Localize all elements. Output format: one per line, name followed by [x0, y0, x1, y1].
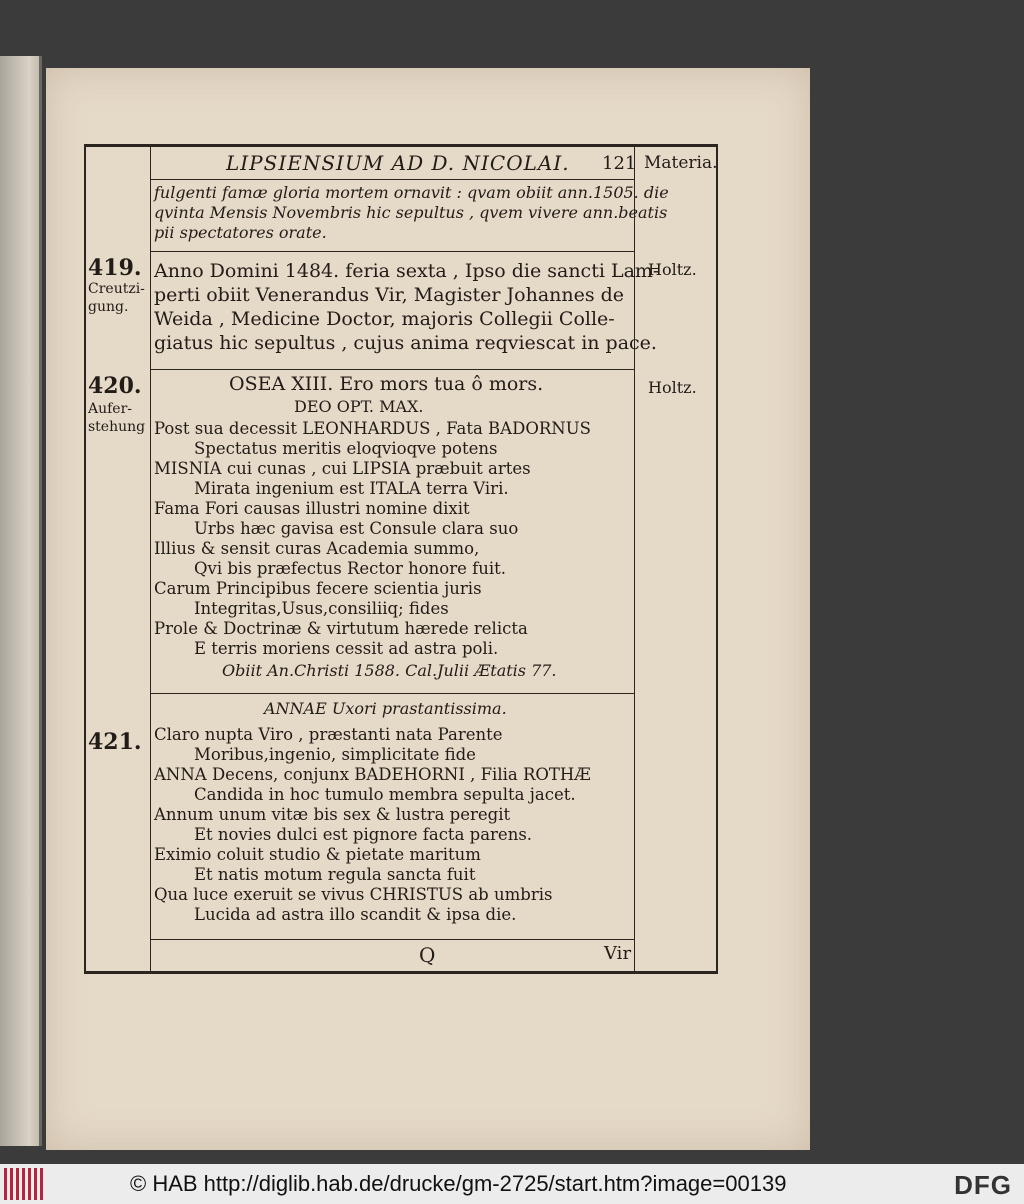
- dfg-logo: DFG: [954, 1170, 1012, 1200]
- e419-line-3: Weida , Medicine Doctor, majoris Collegii Colle-: [154, 308, 615, 330]
- e421-line-9: Qua luce exeruit se vivus CHRISTUS ab umbris: [154, 885, 553, 904]
- header-rule: [150, 179, 635, 180]
- subject-420-b: stehung: [88, 419, 146, 435]
- e420-title: OSEA XIII. Ero mors tua ô mors.: [229, 373, 544, 395]
- page-number: 121: [602, 153, 637, 174]
- signature-mark: Q: [419, 943, 436, 967]
- frame-rule-left: [84, 147, 86, 971]
- running-head: LIPSIENSIUM AD D. NICOLAI.: [226, 151, 570, 175]
- e420-line-10: Integritas,Usus,consiliiq; fides: [194, 599, 449, 618]
- e420-line-4: Mirata ingenium est ITALA terra Viri.: [194, 479, 509, 498]
- e421-line-7: Eximio coluit studio & pietate maritum: [154, 845, 481, 864]
- material-419: Holtz.: [648, 260, 697, 279]
- prev-line-2: qvinta Mensis Novembris hic sepultus , qvem vivere ann.beatis: [154, 203, 668, 222]
- e421-title: ANNAE Uxori prastantissima.: [264, 699, 507, 718]
- e420-line-12: E terris moriens cessit ad astra poli.: [194, 639, 499, 658]
- e420-closing: Obiit An.Christi 1588. Cal.Julii Ætatis 77.: [222, 661, 557, 680]
- e419-line-1: Anno Domini 1484. feria sexta , Ipso die sancti Lam-: [154, 260, 660, 282]
- e420-subtitle: DEO OPT. MAX.: [294, 397, 424, 416]
- prev-line-3: pii spectatores orate.: [154, 223, 327, 242]
- frame-rule-inner-left: [150, 147, 151, 971]
- e421-line-5: Annum unum vitæ bis sex & lustra peregit: [154, 805, 511, 824]
- e419-line-2: perti obiit Venerandus Vir, Magister Johannes de: [154, 284, 625, 306]
- e420-line-1: Post sua decessit LEONHARDUS , Fata BADORNUS: [154, 419, 591, 438]
- material-420: Holtz.: [648, 378, 697, 397]
- text-frame: [84, 144, 718, 974]
- viewer-footer: [0, 1164, 1024, 1204]
- library-barcode-icon: [4, 1168, 44, 1200]
- e420-line-6: Urbs hæc gavisa est Consule clara suo: [194, 519, 519, 538]
- e420-line-7: Illius & sensit curas Academia summo,: [154, 539, 480, 558]
- adjacent-page-edge: [0, 56, 42, 1146]
- bottom-rule: [150, 939, 635, 940]
- e421-line-8: Et natis motum regula sancta fuit: [194, 865, 476, 884]
- prev-line-1: fulgenti famæ gloria mortem ornavit : qvam obiit ann.1505. die: [154, 183, 669, 202]
- entry-number-421: 421.: [88, 729, 142, 755]
- entry-rule-421: [150, 693, 635, 694]
- e419-line-4: giatus hic sepultus , cujus anima reqviescat in pace.: [154, 332, 657, 354]
- entry-rule-420: [150, 369, 635, 370]
- e420-line-11: Prole & Doctrinæ & virtutum hærede relicta: [154, 619, 528, 638]
- subject-419-a: Creutzi-: [88, 281, 145, 297]
- e421-line-2: Moribus,ingenio, simplicitate fide: [194, 745, 476, 764]
- entry-number-419: 419.: [88, 255, 142, 281]
- subject-419-b: gung.: [88, 299, 129, 315]
- e420-line-8: Qvi bis præfectus Rector honore fuit.: [194, 559, 506, 578]
- e421-line-4: Candida in hoc tumulo membra sepulta jacet.: [194, 785, 576, 804]
- e420-line-9: Carum Principibus fecere scientia juris: [154, 579, 482, 598]
- e420-line-2: Spectatus meritis eloqvioqve potens: [194, 439, 498, 458]
- subject-420-a: Aufer-: [88, 401, 133, 417]
- e420-line-3: MISNIA cui cunas , cui LIPSIA præbuit artes: [154, 459, 531, 478]
- material-heading: Materia.: [644, 153, 718, 173]
- footer-credit-link[interactable]: © HAB http://diglib.hab.de/drucke/gm-2725/start.htm?image=00139: [130, 1171, 787, 1196]
- book-page: [46, 68, 810, 1150]
- frame-rule-right: [716, 147, 718, 971]
- e420-line-5: Fama Fori causas illustri nomine dixit: [154, 499, 470, 518]
- e421-line-1: Claro nupta Viro , præstanti nata Parente: [154, 725, 503, 744]
- entry-number-420: 420.: [88, 373, 142, 399]
- e421-line-10: Lucida ad astra illo scandit & ipsa die.: [194, 905, 517, 924]
- catchword: Vir: [604, 943, 632, 964]
- e421-line-6: Et novies dulci est pignore facta parens.: [194, 825, 533, 844]
- entry-rule-419: [150, 251, 635, 252]
- e421-line-3: ANNA Decens, conjunx BADEHORNI , Filia ROTHÆ: [154, 765, 591, 784]
